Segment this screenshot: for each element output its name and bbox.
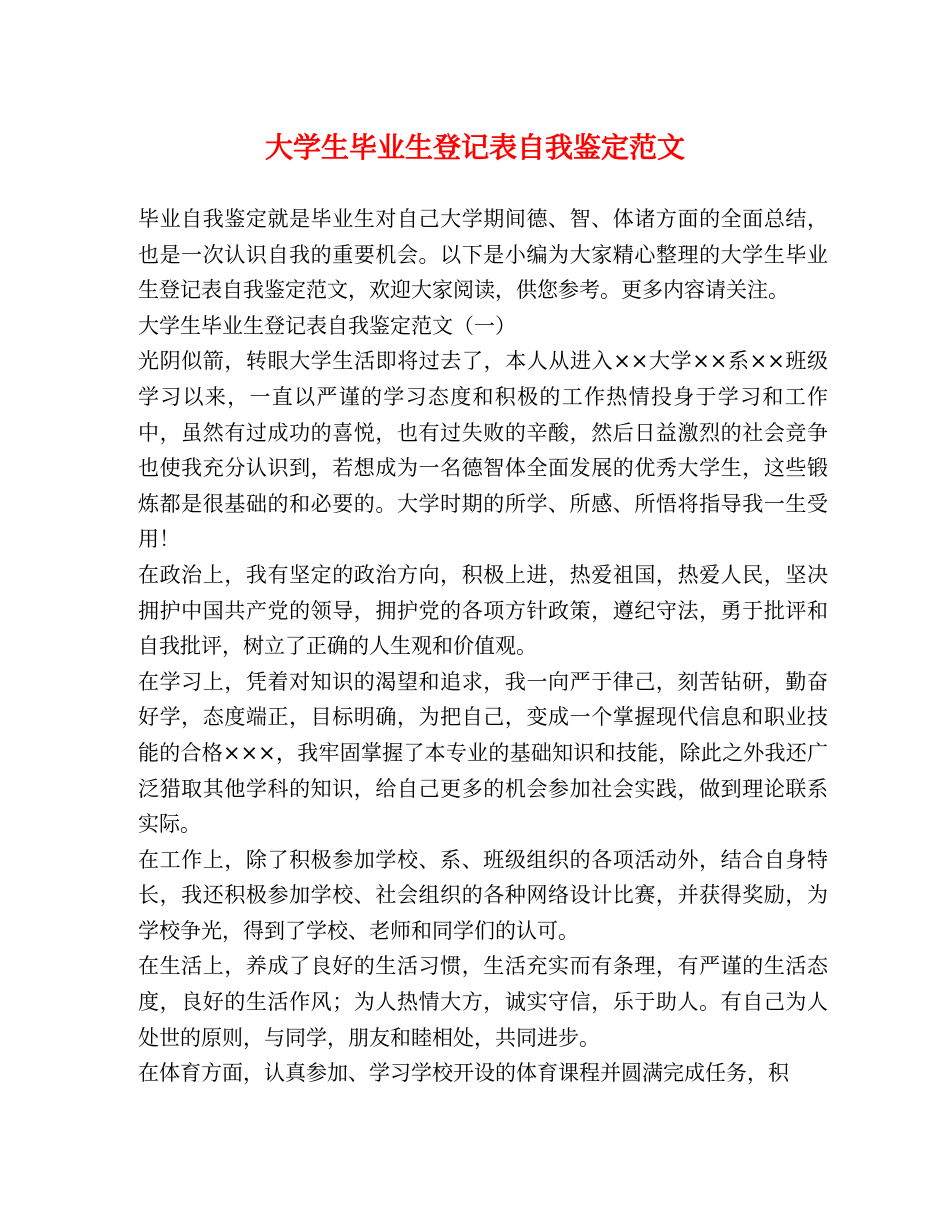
- paragraph-work: 在工作上，除了积极参加学校、系、班级组织的各项活动外，结合自身特长，我还积极参加学校、社会组织的各种网络设计比赛，并获得奖励，为学校争光，得到了学校、老师和同学们的认可。: [138, 847, 828, 943]
- paragraph-section-heading: 大学生毕业生登记表自我鉴定范文（一）: [138, 313, 516, 338]
- paragraph-life: 在生活上，养成了良好的生活习惯，生活充实而有条理，有严谨的生活态度，良好的生活作风；为人热情大方，诚实守信，乐于助人。有自己为人处世的原则，与同学，朋友和睦相处，共同进步。: [138, 954, 828, 1050]
- paragraph-intro: 毕业自我鉴定就是毕业生对自己大学期间德、智、体诸方面的全面总结，也是一次认识自我的重要机会。以下是小编为大家精心整理的大学生毕业生登记表自我鉴定范文，欢迎大家阅读，供您参考。更多内容请关注。: [138, 207, 828, 303]
- document-body: [138, 202, 828, 1092]
- document-title: 大学生毕业生登记表自我鉴定范文: [264, 131, 685, 164]
- paragraph-study: 在学习上，凭着对知识的渴望和追求，我一向严于律己，刻苦钻研，勤奋好学，态度端正，目标明确，为把自己，变成一个掌握现代信息和职业技能的合格×××，我牢固掌握了本专业的基础知识和技能，除此之外我还广泛猎取其他学科的知识，给自己更多的机会参加社会实践，做到理论联系实际。: [138, 669, 828, 837]
- paragraph-opening: 光阴似箭，转眼大学生活即将过去了，本人从进入××大学××系××班级学习以来，一直以严谨的学习态度和积极的工作热情投身于学习和工作中，虽然有过成功的喜悦，也有过失败的辛酸，然后日益激烈的社会竞争也使我充分认识到，若想成为一名德智体全面发展的优秀大学生，这些锻炼都是很基础的和必要的。大学时期的所学、所感、所悟将指导我一生受用！: [138, 349, 828, 552]
- paragraph-sports: 在体育方面，认真参加、学习学校开设的体育课程并圆满完成任务，积: [138, 1061, 789, 1086]
- paragraph-politics: 在政治上，我有坚定的政治方向，积极上进，热爱祖国，热爱人民，坚决拥护中国共产党的领导，拥护党的各项方针政策，遵纪守法，勇于批评和自我批评，树立了正确的人生观和价值观。: [138, 562, 828, 659]
